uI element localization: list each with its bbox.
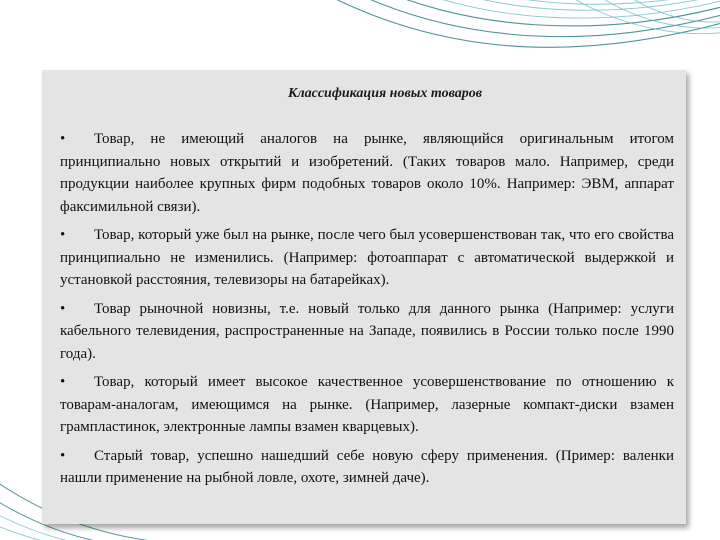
list-item-text: Старый товар, успешно нашедший себе новую сферу применения. (Пример: валенки нашли применение на рыбной ловле, охоте, зимней даче).: [60, 447, 674, 486]
list-item: [60, 445, 674, 490]
bullet-icon: •: [60, 131, 66, 147]
list-item: [60, 298, 674, 366]
bullet-icon: •: [60, 227, 66, 243]
bullet-icon: •: [60, 447, 66, 464]
list-item-text: Товар, который имеет высокое качественное усовершенствование по отношению к товарам-аналогам, имеющимся на рынке. (Например, лазерные компакт-диски взамен грампластинок, электронные лампы взамен кварцевых).: [60, 374, 674, 435]
list-item-text: Товар, не имеющий аналогов на рынке, являющийся оригинальным итогом принципиально новых открытий и изобретений. (Таких товаров мало. Например, среди продукции наиболее крупных фирм подобных товаров около 10%. Например: ЭВМ, аппарат факсимильной связи).: [60, 131, 674, 215]
list-item: [60, 224, 674, 292]
slide-title: Классификация новых товаров: [287, 86, 483, 101]
list-item-text: Товар рыночной новизны, т.е. новый только для данного рынка (Например: услуги кабельного телевидения, распространенные на Западе, появились в России только после 1990 года).: [60, 300, 674, 362]
bullet-icon: •: [60, 374, 66, 390]
list-item: [60, 128, 674, 218]
bullet-list: [60, 128, 674, 496]
bullet-icon: •: [60, 300, 66, 317]
list-item-text: Товар, который уже был на рынке, после чего был усовершенствован так, что его свойства принципиально не изменились. (Например: фотоаппарат с автоматической выдержкой и установкой расстояния, телевизоры на батарейках).: [60, 227, 674, 288]
list-item: [60, 371, 674, 439]
